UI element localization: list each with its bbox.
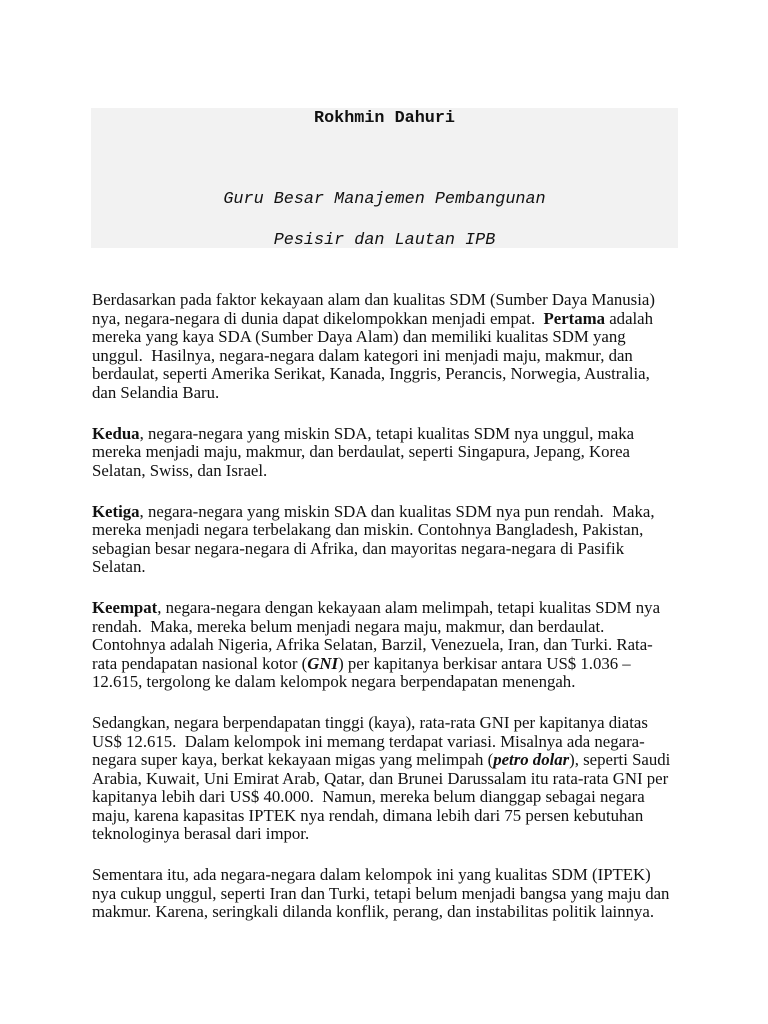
text-line: mereka yang kaya SDA (Sumber Daya Alam) dan memiliki kualitas SDM yang bbox=[92, 327, 626, 346]
bold-term: Keempat bbox=[92, 598, 158, 617]
text-line: sebagian besar negara-negara di Afrika, dan mayoritas negara-negara di Pasifik bbox=[92, 538, 625, 558]
text-line: Arabia, Kuwait, Uni Emirat Arab, Qatar, dan Brunei Darussalam itu rata-rata GNI per bbox=[92, 768, 669, 788]
text-line bbox=[92, 310, 732, 329]
text-line: Selatan. bbox=[92, 557, 146, 576]
article-body bbox=[92, 291, 732, 944]
bold-term: Pertama bbox=[543, 308, 606, 328]
text-line: rendah. Maka, mereka belum menjadi negara maju, makmur, dan berdaulat. bbox=[92, 616, 605, 636]
text-segment: ), seperti Saudi bbox=[569, 750, 671, 769]
text-segment: , negara-negara yang miskin SDA dan kualitas SDM nya pun rendah. Maka, bbox=[139, 501, 655, 521]
text-line: mereka menjadi negara terbelakang dan miskin. Contohnya Bangladesh, Pakistan, bbox=[92, 520, 644, 539]
text-line: makmur. Karena, seringkali dilanda konflik, perang, dan instabilitas politik lainnya. bbox=[92, 902, 655, 921]
text-segment: adalah bbox=[605, 308, 654, 328]
bold-italic-term: petro dolar bbox=[493, 750, 570, 769]
text-line: 12.615, tergolong ke dalam kelompok negara berpendapatan menengah. bbox=[92, 672, 576, 691]
text-line bbox=[92, 751, 732, 770]
text-line bbox=[92, 655, 732, 674]
text-line: mereka menjadi maju, makmur, dan berdaulat, seperti Singapura, Jepang, Korea bbox=[92, 442, 630, 461]
text-line: kapitanya lebih dari US$ 40.000. Namun, mereka belum dianggap sebagai negara bbox=[92, 787, 645, 806]
paragraph-5 bbox=[92, 714, 732, 844]
text-line: maju, karena kapasitas IPTEK nya rendah, dimana lebih dari 75 persen kebutuhan bbox=[92, 805, 644, 825]
text-line: Berdasarkan pada faktor kekayaan alam dan kualitas SDM (Sumber Daya Manusia) bbox=[92, 290, 655, 309]
text-line: Selatan, Swiss, dan Israel. bbox=[92, 460, 268, 480]
paragraph-2 bbox=[92, 425, 732, 481]
paragraph-1 bbox=[92, 291, 732, 402]
author-name: Rokhmin Dahuri bbox=[314, 108, 455, 128]
author-title-line-1: Guru Besar Manajemen Pembangunan bbox=[223, 189, 546, 209]
text-line: unggul. Hasilnya, negara-negara dalam kategori ini menjadi maju, makmur, dan bbox=[92, 345, 633, 365]
text-line: berdaulat, seperti Amerika Serikat, Kanada, Inggris, Perancis, Norwegia, Australia, bbox=[92, 364, 650, 383]
author-header-box bbox=[91, 108, 678, 248]
text-line: teknologinya berasal dari impor. bbox=[92, 824, 310, 843]
text-line: US$ 12.615. Dalam kelompok ini memang terdapat variasi. Misalnya ada negara- bbox=[92, 731, 645, 751]
text-segment: , negara-negara yang miskin SDA, tetapi kualitas SDM nya unggul, maka bbox=[139, 423, 635, 443]
text-segment: ) per kapitanya berkisar antara US$ 1.036 – bbox=[338, 653, 631, 673]
text-line: Contohnya adalah Nigeria, Afrika Selatan, Barzil, Venezuela, Iran, dan Turki. Rata- bbox=[92, 635, 653, 654]
text-line: Sementara itu, ada negara-negara dalam kelompok ini yang kualitas SDM (IPTEK) bbox=[92, 865, 651, 884]
text-segment: nya, negara-negara di dunia dapat dikelompokkan menjadi empat. bbox=[92, 308, 544, 328]
bold-term: Kedua bbox=[92, 423, 140, 443]
author-title-line-2: Pesisir dan Lautan IPB bbox=[273, 230, 496, 250]
text-line bbox=[92, 503, 732, 522]
bold-italic-term: GNI bbox=[307, 653, 339, 673]
text-line: dan Selandia Baru. bbox=[92, 382, 220, 402]
text-line bbox=[92, 425, 732, 444]
text-segment: rata pendapatan nasional kotor ( bbox=[92, 653, 308, 673]
paragraph-4 bbox=[92, 599, 732, 692]
bold-term: Ketiga bbox=[92, 501, 140, 521]
text-line bbox=[92, 599, 732, 618]
paragraph-3 bbox=[92, 503, 732, 577]
text-line: Sedangkan, negara berpendapatan tinggi (kaya), rata-rata GNI per kapitanya diatas bbox=[92, 713, 648, 732]
paragraph-6 bbox=[92, 866, 732, 922]
text-line: nya cukup unggul, seperti Iran dan Turki, tetapi belum menjadi bangsa yang maju dan bbox=[92, 883, 670, 903]
text-segment: , negara-negara dengan kekayaan alam melimpah, tetapi kualitas SDM nya bbox=[157, 598, 661, 617]
text-segment: negara super kaya, berkat kekayaan migas yang melimpah ( bbox=[92, 750, 494, 769]
